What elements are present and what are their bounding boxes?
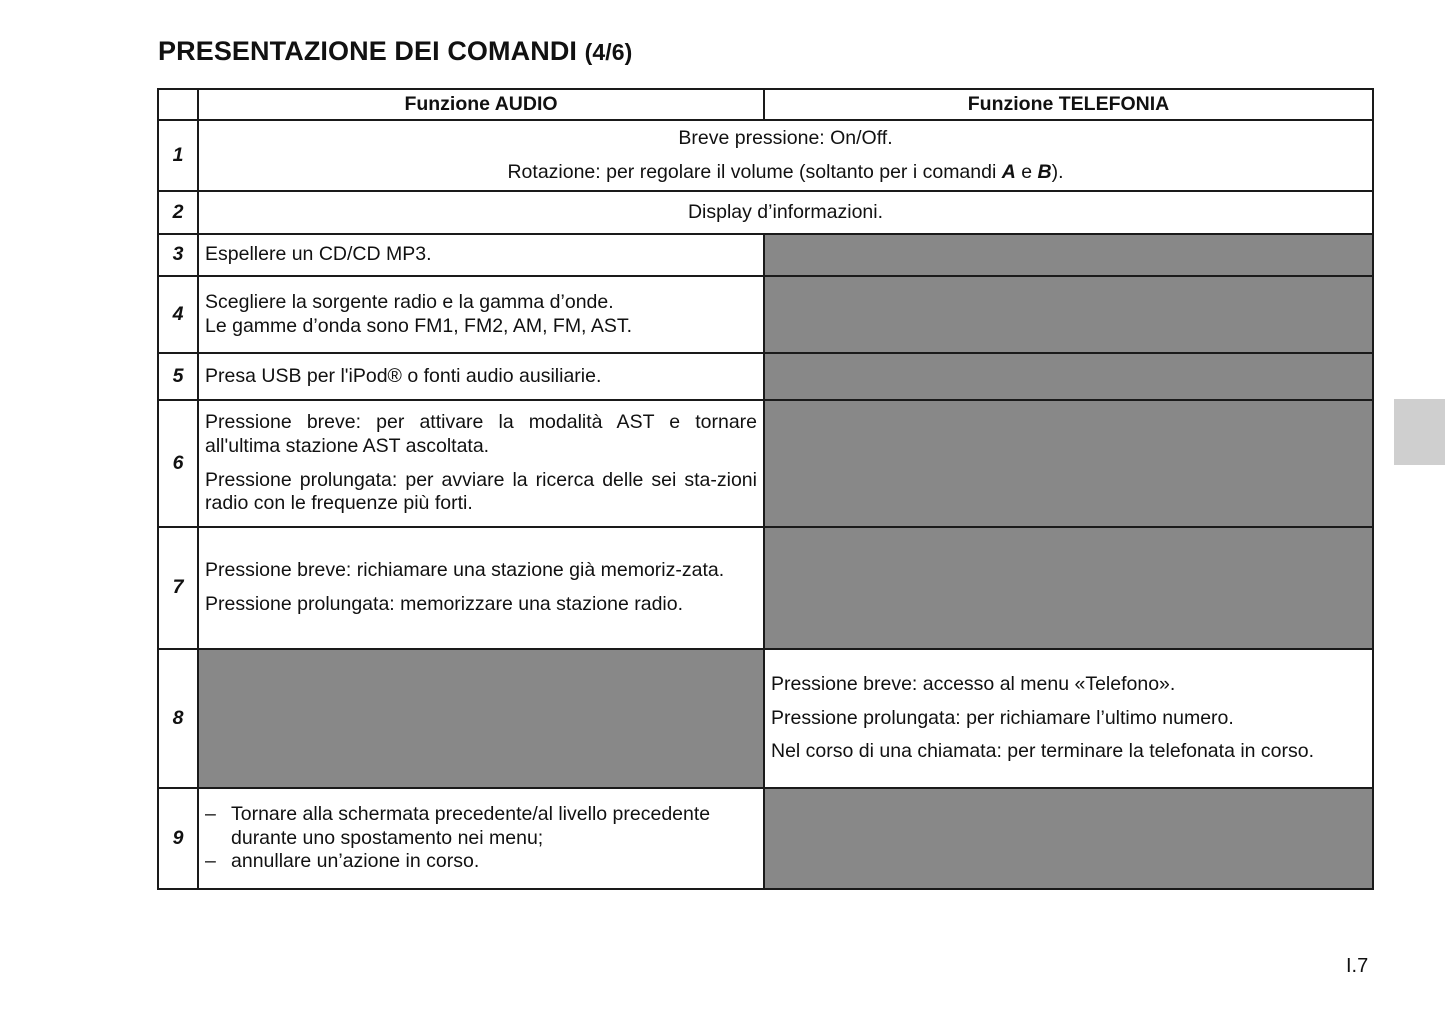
table-row [158, 649, 1373, 788]
audio-cell-empty [198, 649, 764, 788]
row-span-cell [198, 120, 1373, 191]
row-span-cell: Display d’informazioni. [198, 191, 1373, 234]
table-row [158, 400, 1373, 527]
audio-cell [198, 527, 764, 649]
audio-cell [198, 400, 764, 527]
commands-table [157, 88, 1374, 890]
table-row [158, 527, 1373, 649]
row-number: 6 [158, 400, 198, 527]
page-title-suffix: (4/6) [584, 39, 633, 65]
section-side-tab [1394, 399, 1445, 465]
audio-text: Espellere un CD/CD MP3. [205, 243, 432, 266]
row-number: 4 [158, 276, 198, 353]
table-row [158, 120, 1373, 191]
telephony-cell-empty [764, 400, 1373, 527]
list-item: – annullare un’azione in corso. [205, 850, 757, 874]
table-row [158, 276, 1373, 353]
row-number: 1 [158, 120, 198, 191]
row-number: 5 [158, 353, 198, 400]
row-number: 3 [158, 234, 198, 276]
audio-cell [198, 788, 764, 889]
telephony-cell-empty [764, 353, 1373, 400]
table-row [158, 788, 1373, 889]
row-1-line-2 [205, 161, 1366, 185]
header-audio: Funzione AUDIO [198, 89, 764, 120]
page-number: I.7 [1346, 955, 1369, 977]
row-1-line-1: Breve pressione: On/Off. [678, 126, 893, 149]
audio-text: Le gamme d’onda sono FM1, FM2, AM, FM, AST. [205, 314, 633, 337]
audio-text: Pressione breve: per attivare la modalità AST e tornare all'ultima stazione AST ascoltata. [205, 410, 757, 457]
row-number: 9 [158, 788, 198, 889]
audio-cell [198, 353, 764, 400]
table-row [158, 353, 1373, 400]
table-header-row [158, 89, 1373, 120]
page-title-text: PRESENTAZIONE DEI COMANDI [158, 36, 578, 66]
row-number: 8 [158, 649, 198, 788]
telephony-cell-empty [764, 276, 1373, 353]
telephony-cell-empty [764, 788, 1373, 889]
row-1-line-2-end: ). [1051, 160, 1064, 183]
telephony-text: Pressione prolungata: per richiamare l’ultimo numero. [771, 706, 1234, 729]
page-title [158, 36, 632, 67]
audio-text: Presa USB per l'iPod® o fonti audio ausiliarie. [205, 364, 602, 387]
audio-cell [198, 234, 764, 276]
audio-text: Pressione breve: richiamare una stazione già memoriz-zata. [205, 559, 725, 582]
row-1-line-2-and: e [1015, 160, 1038, 183]
command-a-label: A [1001, 160, 1016, 183]
audio-text: Scegliere la sorgente radio e la gamma d’onde. [205, 290, 614, 313]
list-item: – Tornare alla schermata precedente/al livello precedente durante uno spostamento nei menu; [205, 803, 757, 851]
row-number: 2 [158, 191, 198, 234]
command-b-label: B [1037, 160, 1052, 183]
table-row [158, 234, 1373, 276]
table-row [158, 191, 1373, 234]
telephony-text: Pressione breve: accesso al menu «Telefono». [771, 672, 1176, 695]
telephony-text: Nel corso di una chiamata: per terminare la telefonata in corso. [771, 740, 1315, 763]
audio-cell [198, 276, 764, 353]
header-number [158, 89, 198, 120]
header-telephony: Funzione TELEFONIA [764, 89, 1373, 120]
row-1-line-2-text: Rotazione: per regolare il volume (soltanto per i comandi [507, 160, 1002, 183]
audio-text: Pressione prolungata: memorizzare una stazione radio. [205, 593, 684, 615]
audio-dash-list [205, 803, 757, 874]
telephony-cell-empty [764, 527, 1373, 649]
telephony-cell-empty [764, 234, 1373, 276]
row-number: 7 [158, 527, 198, 649]
audio-text: Pressione prolungata: per avviare la ricerca delle sei sta-zioni radio con le frequenze più forti. [205, 468, 757, 515]
telephony-cell [764, 649, 1373, 788]
